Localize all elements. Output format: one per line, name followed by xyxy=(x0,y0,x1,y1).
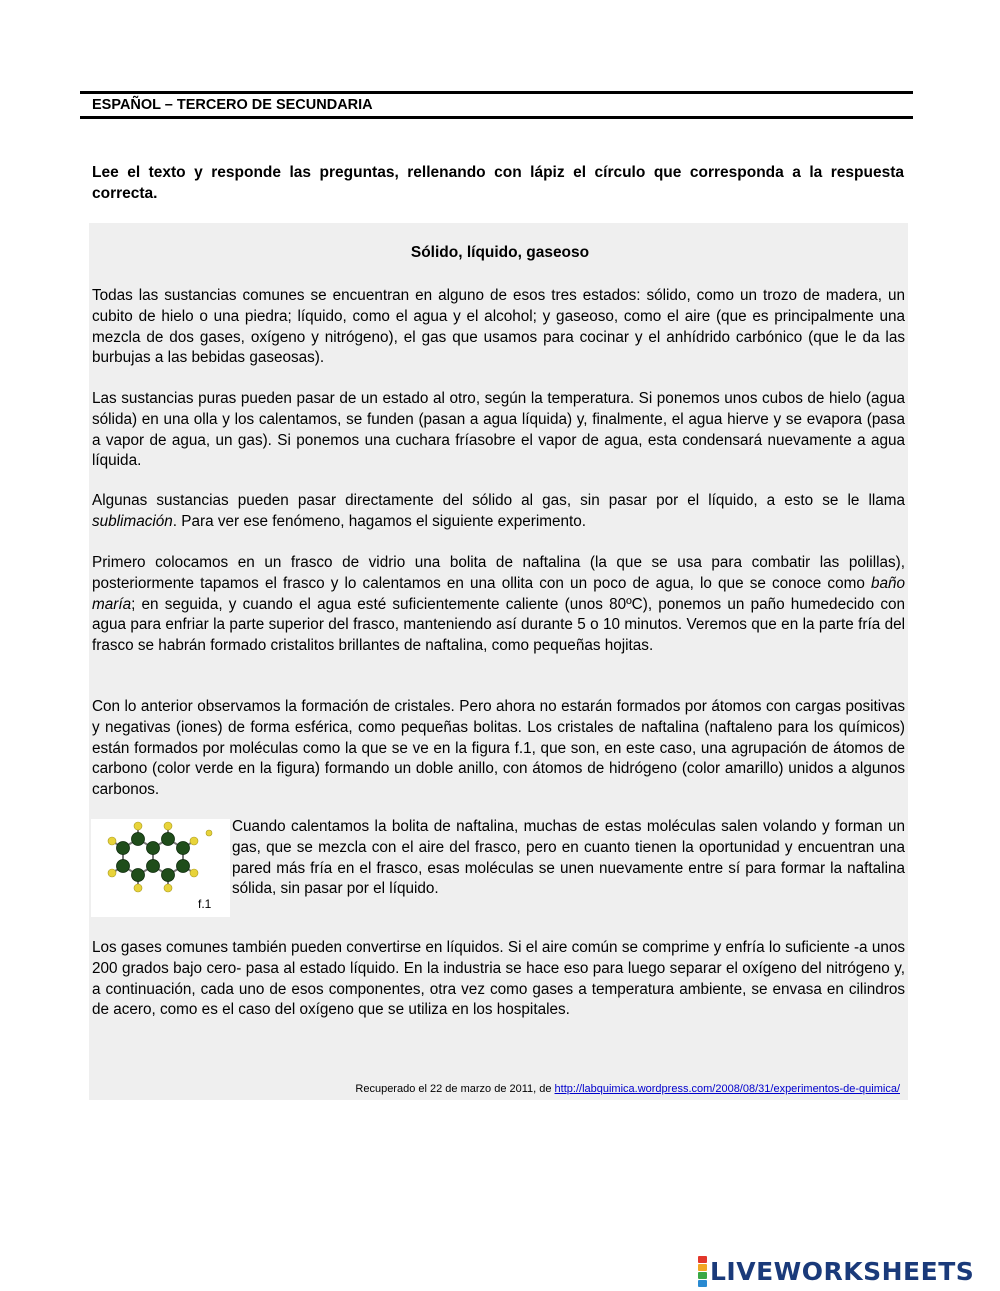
paragraph-4 xyxy=(92,553,905,657)
paragraph-6: Cuando calentamos la bolita de naftalina, muchas de estas moléculas salen volando y forman un gas, que se mezcla con el aire del frasco, pero en cuanto tienen la oportunidad y encuentran una pared más fría en el frasco, esas moléculas se unen nuevamente entre sí para formar la naftalina sólida, sin pasar por el líquido. xyxy=(232,818,905,898)
paragraph-3 xyxy=(92,491,905,533)
citation-text: Recuperado el 22 de marzo de 2011, de xyxy=(355,1083,555,1095)
header-rule-bottom xyxy=(80,116,913,119)
paragraph-3-text-b: . Para ver ese fenómeno, hagamos el siguiente experimento. xyxy=(172,512,587,530)
paragraph-1: Todas las sustancias comunes se encuentran en alguno de esos tres estados: sólido, como un trozo de madera, un cubito de hielo o una piedra; líquido, como el agua y el alcohol; y gaseoso, como el aire (que es principalmente una mezcla de dos gases, oxígeno y nitrógeno), el gas que usamos para cocinar y el anhídrido carbónico (que le da las burbujas a las bebidas gaseosas). xyxy=(92,287,905,367)
paragraph-4-emphasis: baño maría xyxy=(92,574,905,613)
paragraph-3-emphasis: sublimación xyxy=(92,512,173,530)
header-rule-top xyxy=(80,91,913,94)
figure-label: f.1 xyxy=(198,897,212,911)
logo-text: LIVEWORKSHEETS xyxy=(710,1256,975,1286)
reading-title: Sólido, líquido, gaseoso xyxy=(410,244,590,261)
header-title: ESPAÑOL – TERCERO DE SECUNDARIA xyxy=(92,97,373,113)
naphthalene-figure xyxy=(91,819,230,917)
citation xyxy=(355,1083,900,1095)
paragraph-7: Los gases comunes también pueden convertirse en líquidos. Si el aire común se comprime y enfría lo suficiente -a unos 200 grados bajo cero- pasa al estado líquido. En la industria se hace eso para luego separar el oxígeno del nitrógeno y, a continuación, cada uno de esos componentes, otra vez como gases a temperatura ambiente, se envasa en cilindros de acero, como es el caso del oxígeno que se utiliza en los hospitales. xyxy=(92,939,905,1019)
citation-link[interactable]: http://labquimica.wordpress.com/2008/08/31/experimentos-de-quimica/ xyxy=(554,1083,900,1095)
liveworksheets-logo-icon xyxy=(698,1256,707,1287)
paragraph-5: Con lo anterior observamos la formación de cristales. Pero ahora no estarán formados por átomos con cargas positivas y negativas (iones) de forma esférica, como pequeñas bolitas. Los cristales de naftalina (naftaleno para los químicos) están formados por moléculas como la que se ve en la figura f.1, que son, en este caso, una agrupación de átomos de carbono (color verde en la figura) formando un doble anillo, con átomos de hidrógeno (color amarillo) unidos a algunos carbonos. xyxy=(92,698,905,799)
paragraph-2: Las sustancias puras pueden pasar de un estado al otro, según la temperatura. Si ponemos unos cubos de hielo (agua sólida) en una olla y los calentamos, se funden (pasan a agua líquida) y, finalmente, el agua hierve y se evapora (pasa a vapor de agua, un gas). Si ponemos una cuchara fríasobre el vapor de agua, esta condensará nuevamente a agua líquida. xyxy=(92,390,905,470)
paragraph-4-text-b: ; en seguida, y cuando el agua esté suficientemente caliente (unos 80ºC), ponemos un paño humedecido con agua para enfriar la parte superior del frasco, manteniendo así durante 5 o 10 minutos. Veremos que en la parte fría del frasco se habrán formado cristalitos brillantes de naftalina, como pequeñas hojitas. xyxy=(92,595,905,655)
instructions: Lee el texto y responde las preguntas, rellenando con lápiz el círculo que corresponda a la respuesta correcta. xyxy=(92,164,904,202)
liveworksheets-logo[interactable] xyxy=(698,1255,974,1287)
paragraph-4-text-a: Primero colocamos en un frasco de vidrio una bolita de naftalina (la que se usa para combatir las polillas), posteriormente tapamos el frasco y lo calentamos en una ollita con un poco de agua, lo que se conoce como xyxy=(92,554,905,592)
paragraph-3-text-a: Algunas sustancias pueden pasar directamente del sólido al gas, sin pasar por el líquido, a esto se le llama xyxy=(92,492,905,509)
